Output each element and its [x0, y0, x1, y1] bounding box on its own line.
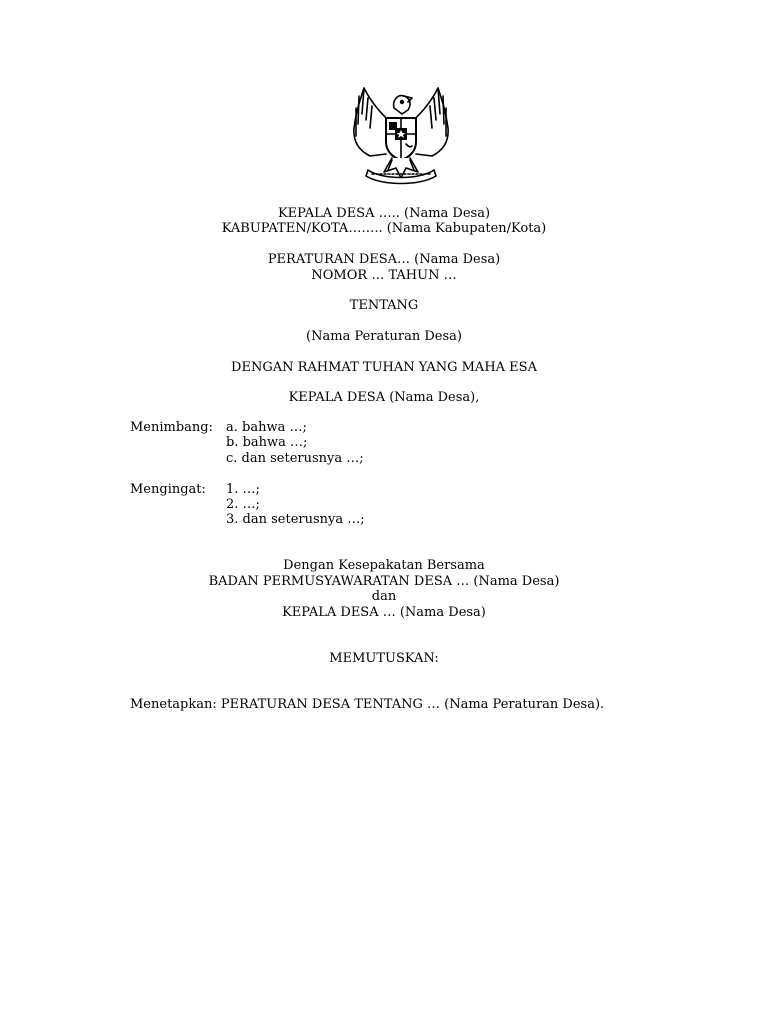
grace-line: DENGAN RAHMAT TUHAN YANG MAHA ESA [231, 360, 537, 375]
agreement-line-4: KEPALA DESA … (Nama Desa) [282, 605, 486, 620]
header-line-2: KABUPATEN/KOTA…….. (Nama Kabupaten/Kota) [221, 221, 547, 236]
establish-line: Menetapkan: PERATURAN DESA TENTANG … (Nama Peraturan Desa). [130, 697, 605, 712]
recalling-label: Mengingat: [130, 482, 206, 497]
recalling-item: 3. dan seterusnya …; [226, 512, 365, 527]
garuda-emblem-icon [342, 84, 460, 188]
header-line-1: KEPALA DESA ….. (Nama Desa) [277, 206, 491, 221]
head-line: KEPALA DESA (Nama Desa), [288, 390, 480, 405]
agreement-line-3: dan [371, 589, 397, 604]
recalling-item: 2. …; [226, 497, 260, 512]
regulation-number: NOMOR … TAHUN … [311, 268, 457, 283]
agreement-line-2: BADAN PERMUSYAWARATAN DESA … (Nama Desa) [208, 574, 560, 589]
agreement-line-1: Dengan Kesepakatan Bersama [283, 558, 485, 573]
considering-item: c. dan seterusnya …; [226, 451, 364, 466]
considering-item: b. bahwa …; [226, 435, 308, 450]
decision-label: MEMUTUSKAN: [329, 651, 439, 666]
recalling-item: 1. …; [226, 482, 260, 497]
considering-item: a. bahwa …; [226, 420, 307, 435]
regulation-name: (Nama Peraturan Desa) [306, 329, 462, 344]
about-label: TENTANG [349, 298, 419, 313]
regulation-title: PERATURAN DESA… (Nama Desa) [267, 252, 501, 267]
considering-label: Menimbang: [130, 420, 214, 435]
